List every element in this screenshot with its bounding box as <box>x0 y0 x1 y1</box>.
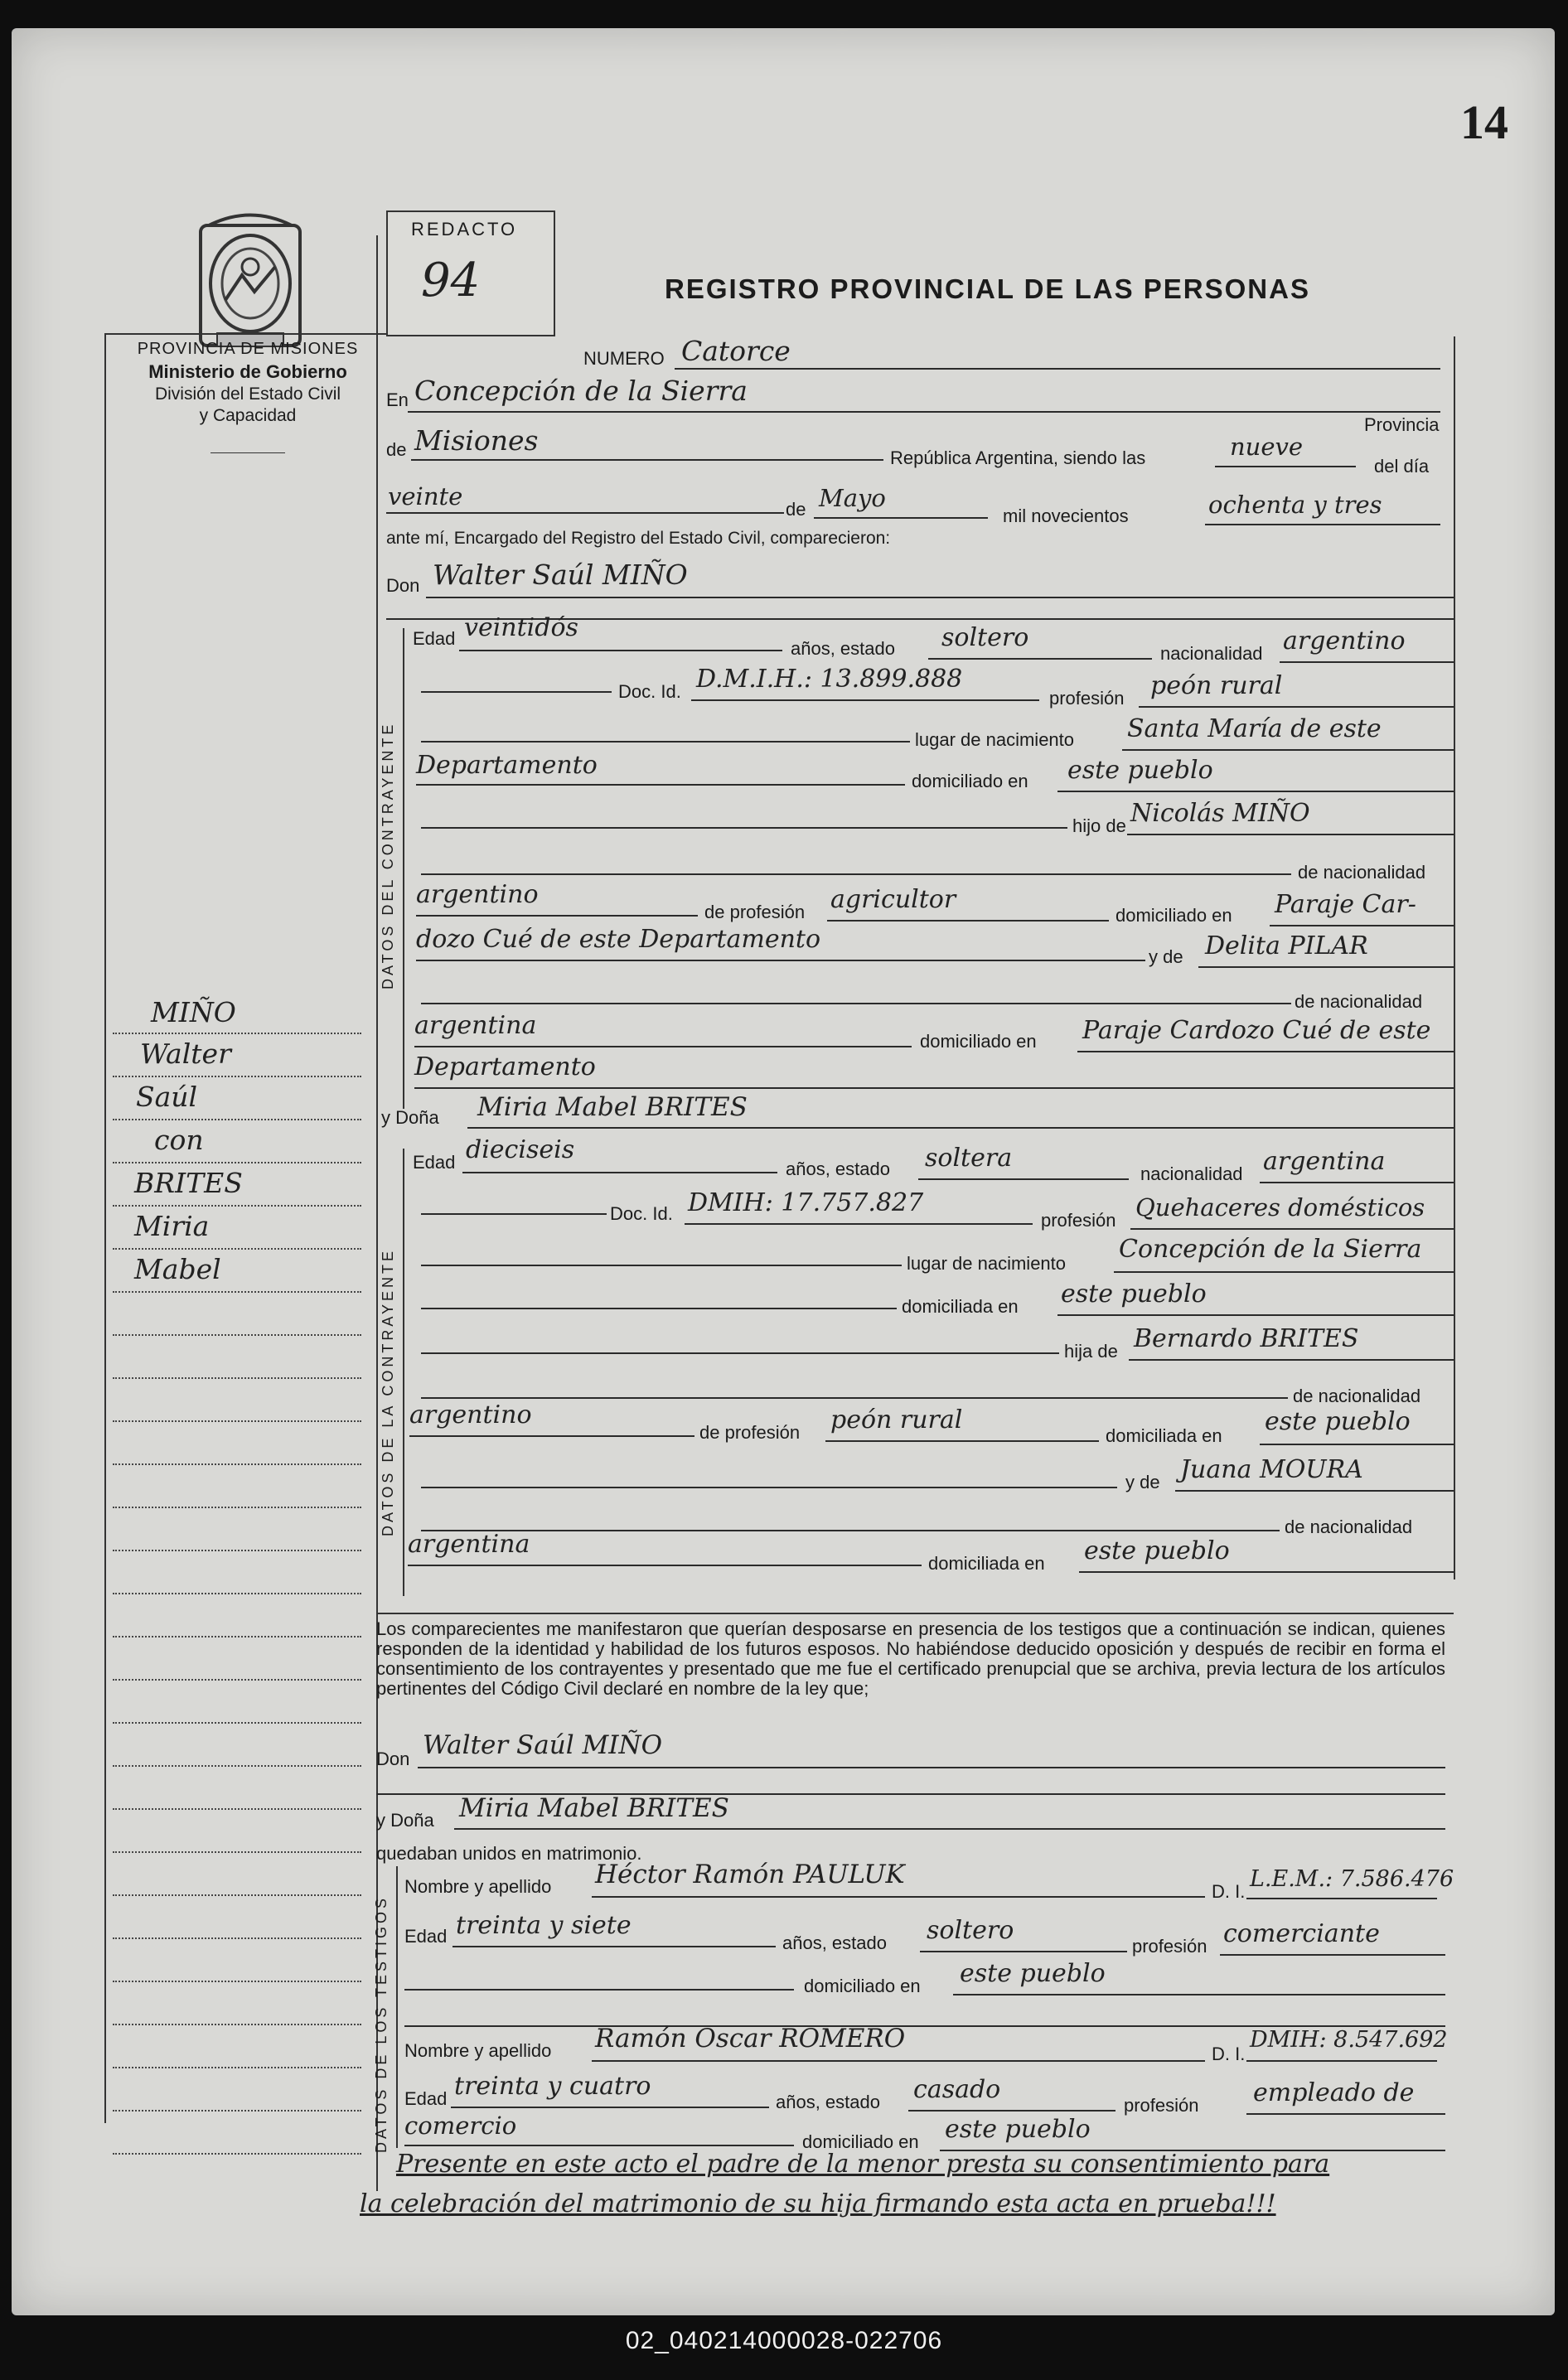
bride-dona-line <box>467 1127 1454 1129</box>
groom-prof-line <box>1139 706 1454 708</box>
form-right-border <box>1454 336 1455 1579</box>
provincial-seal-icon <box>192 209 308 358</box>
w2-estado-line <box>908 2110 1116 2112</box>
groom-padre-dom-line <box>1270 925 1454 926</box>
en-line <box>408 411 1440 413</box>
bride-padre-dom-line <box>1260 1444 1454 1445</box>
bride-prof-line <box>1130 1228 1454 1230</box>
bride-hija-pre-line <box>421 1352 1059 1354</box>
groom-bracket <box>403 628 404 1109</box>
bride-doc-line <box>685 1223 1033 1225</box>
w1-prof-value: comerciante <box>1223 1919 1380 1948</box>
margin-name-3: Saúl <box>136 1081 198 1113</box>
provincia-label: Provincia <box>1364 414 1440 435</box>
bride-lugar-label: lugar de nacimiento <box>907 1253 1067 1274</box>
groom-madre-nac-label: de nacionalidad <box>1295 991 1423 1012</box>
w2-dom-label: domiciliado en <box>802 2131 919 2152</box>
en-value: Concepción de la Sierra <box>414 375 748 407</box>
mes-line <box>814 517 988 519</box>
bride-padre-dom-label: domiciliada en <box>1106 1425 1222 1446</box>
groom-madre-value: Delita PILAR <box>1205 931 1368 960</box>
don-line <box>426 597 1454 598</box>
groom-edad-value: veintidós <box>464 613 578 642</box>
bride-madre-dom: este pueblo <box>1084 1536 1230 1565</box>
w2-edad-line <box>451 2107 769 2108</box>
margin-ruled-line <box>113 1205 361 1207</box>
bride-lugar-pre-line <box>421 1265 902 1266</box>
bride-padre-line-2 <box>421 1397 1288 1399</box>
ante-text: ante mí, Encargado del Registro del Estado Civil, comparecieron: <box>386 529 891 548</box>
margin-ruled-line <box>113 1076 361 1077</box>
numero-value: Catorce <box>681 335 791 367</box>
groom-lugar-pre-line <box>421 741 910 743</box>
margin-ruled-line <box>113 1722 361 1724</box>
margin-ruled-line <box>113 1119 361 1120</box>
bride-dom-label: domiciliada en <box>902 1296 1019 1317</box>
bride-madre-nac: argentina <box>408 1530 530 1559</box>
groom-madre-dom-2: Departamento <box>414 1052 596 1081</box>
redacto-box <box>386 210 555 336</box>
w1-dom-line <box>953 1994 1445 1995</box>
groom-padre-prof: agricultor <box>830 885 956 914</box>
bride-padre-nac-line <box>409 1435 694 1437</box>
register-title: REGISTRO PROVINCIAL DE LAS PERSONAS <box>665 273 1310 304</box>
w1-nombre-value: Héctor Ramón PAULUK <box>595 1860 905 1889</box>
groom-doc-pre-line <box>421 691 612 693</box>
decl-dona-line <box>454 1828 1445 1830</box>
groom-lugar-label: lugar de nacimiento <box>915 729 1075 750</box>
bride-doc-value: DMIH: 17.757.827 <box>688 1188 924 1217</box>
bride-prof-label: profesión <box>1041 1210 1116 1231</box>
hora-line <box>1215 466 1356 467</box>
w1-dom-label: domiciliado en <box>804 1976 921 1996</box>
groom-madre-line-2 <box>421 1003 1291 1004</box>
margin-ruled-line <box>113 1507 361 1508</box>
w2-prof-value: empleado de <box>1253 2078 1415 2107</box>
groom-nac-value: argentino <box>1283 626 1406 655</box>
bride-padre-line <box>1129 1359 1454 1361</box>
bride-lugar-value: Concepción de la Sierra <box>1119 1235 1422 1264</box>
w2-edad-value: treinta y cuatro <box>454 2072 651 2101</box>
office-line-2: Ministerio de Gobierno <box>148 361 347 382</box>
margin-name-6: Miria <box>134 1210 210 1242</box>
margin-ruled-line <box>113 2067 361 2068</box>
w2-nombre-label: Nombre y apellido <box>404 2040 552 2061</box>
groom-edad-label: Edad <box>413 628 456 649</box>
bride-y-de-label: y de <box>1125 1472 1160 1492</box>
bride-madre-value: Juana MOURA <box>1180 1455 1363 1484</box>
groom-prof-value: peón rural <box>1150 671 1283 700</box>
w1-nombre-label: Nombre y apellido <box>404 1876 552 1897</box>
bride-padre-prof-line <box>825 1440 1099 1442</box>
bride-edad-line <box>462 1172 777 1173</box>
w2-dom-value: este pueblo <box>945 2115 1091 2144</box>
hora-value: nueve <box>1230 433 1304 461</box>
de-value: Misiones <box>414 424 539 457</box>
w1-dom-pre-line <box>404 1989 794 1991</box>
redacto-label: REDACTO <box>411 219 518 239</box>
groom-padre-line <box>1127 834 1454 835</box>
margin-ruled-line <box>113 1851 361 1853</box>
margin-ruled-line <box>113 1334 361 1336</box>
groom-y-de-label: y de <box>1149 946 1183 967</box>
declaration-text: Los comparecientes me manifestaron que querían desposarse en presencia de los testigos que a continuación se indican, quienes responden de la identidad y habilidad de los futuros esposos. No habiéndose deducido oposición y después de recibir en forma el consentimiento de los contrayentes y presentado que me fue el certificado prenupcial que se archiva, previa lectura de los artículos pertinentes del Código Civil declaré en nombre de la ley que; <box>376 1618 1445 1699</box>
margin-ruled-line <box>113 1291 361 1293</box>
bride-section-label: DATOS DE LA CONTRAYENTE <box>380 1247 396 1536</box>
groom-nac-line <box>1280 661 1454 663</box>
groom-madre-dom-line-2 <box>414 1087 1454 1089</box>
margin-ruled-line <box>113 2110 361 2112</box>
groom-section-label: DATOS DEL CONTRAYENTE <box>380 721 396 989</box>
dia-line <box>386 512 784 514</box>
groom-hijo-pre-line <box>421 827 1067 829</box>
groom-padre-dom: Paraje Car- <box>1275 890 1416 919</box>
groom-madre-dom-line <box>1077 1051 1454 1052</box>
decl-don-label: Don <box>376 1749 410 1769</box>
bride-nac-label: nacionalidad <box>1140 1163 1243 1184</box>
bride-de-nac-label: de nacionalidad <box>1293 1386 1421 1406</box>
w1-anios-label: años, estado <box>782 1933 887 1953</box>
bride-padre-nac: argentino <box>409 1400 532 1429</box>
w1-dom-value: este pueblo <box>960 1959 1106 1988</box>
w2-prof-label: profesión <box>1124 2095 1199 2116</box>
margin-top-border <box>104 333 386 335</box>
witness-bracket <box>396 1866 398 2148</box>
groom-padre-value: Nicolás MIÑO <box>1130 799 1310 828</box>
margin-ruled-line <box>113 2153 361 2155</box>
del-dia-label: del día <box>1374 456 1430 476</box>
bride-prof-value: Quehaceres domésticos <box>1135 1193 1425 1221</box>
w1-prof-line <box>1220 1954 1445 1956</box>
groom-lugar-value-2: Departamento <box>416 751 598 780</box>
bride-bracket <box>403 1149 404 1596</box>
w2-di-line <box>1246 2060 1437 2062</box>
groom-dom-value: este pueblo <box>1067 756 1213 785</box>
groom-doc-line <box>691 699 1039 701</box>
decl-dona-label: y Doña <box>376 1810 434 1831</box>
don-value: Walter Saúl MIÑO <box>433 559 688 591</box>
groom-lugar-value: Santa María de este <box>1127 714 1382 743</box>
bride-nac-value: argentina <box>1263 1147 1386 1176</box>
bride-padre-value: Bernardo BRITES <box>1134 1324 1359 1353</box>
w1-edad-line <box>452 1946 776 1947</box>
de-label: de <box>386 439 407 460</box>
margin-ruled-line <box>113 1033 361 1034</box>
dia-value: veinte <box>388 482 463 510</box>
groom-estado-value: soltero <box>941 623 1029 652</box>
w2-edad-label: Edad <box>404 2088 448 2109</box>
w2-prof-line-2 <box>404 2145 794 2146</box>
groom-padre-nac-line <box>416 915 698 917</box>
margin-ruled-line <box>113 1593 361 1594</box>
groom-anios-label: años, estado <box>791 638 895 659</box>
groom-hijo-label: hijo de <box>1072 815 1126 836</box>
w2-nombre-value: Ramón Oscar ROMERO <box>595 2024 906 2053</box>
bride-dom-line <box>1057 1314 1454 1316</box>
groom-padre-dom-line-2 <box>416 960 1145 961</box>
margin-ruled-line <box>113 1248 361 1250</box>
bride-edad-value: dieciseis <box>466 1135 575 1164</box>
bride-padre-dom: este pueblo <box>1265 1407 1411 1436</box>
bride-madre-line <box>1175 1490 1454 1492</box>
groom-madre-nac: argentina <box>414 1011 537 1040</box>
groom-nac-label: nacionalidad <box>1160 643 1263 664</box>
anio-label: mil novecientos <box>1003 506 1129 526</box>
margin-name-4: con <box>154 1124 204 1156</box>
w2-anios-label: años, estado <box>776 2092 880 2112</box>
don-label: Don <box>386 575 420 596</box>
office-divider <box>211 452 285 453</box>
bride-padre-prof: peón rural <box>830 1405 963 1434</box>
groom-padre-prof-line <box>827 920 1109 922</box>
bride-dom-value: este pueblo <box>1061 1279 1207 1309</box>
numero-line <box>675 368 1440 370</box>
groom-padre-line-2 <box>421 873 1291 875</box>
republica-label: República Argentina, siendo las <box>890 447 1146 468</box>
groom-de-nac-label: de nacionalidad <box>1298 862 1426 883</box>
redacto-mark: 94 <box>421 254 481 307</box>
bride-anios-label: años, estado <box>786 1159 890 1179</box>
groom-madre-line <box>1198 966 1454 968</box>
de-line <box>411 459 883 461</box>
image-identifier: 02_040214000028-022706 <box>625 2327 943 2354</box>
groom-doc-value: D.M.I.H.: 13.899.888 <box>696 665 963 694</box>
margin-ruled-line <box>113 1937 361 1939</box>
groom-lugar-line-2 <box>416 784 905 786</box>
w1-edad-label: Edad <box>404 1926 448 1947</box>
w1-di-label: D. I. <box>1212 1881 1246 1902</box>
bride-estado-line <box>918 1178 1129 1180</box>
decl-don-line <box>418 1767 1445 1768</box>
margin-ruled-line <box>113 1679 361 1681</box>
margin-ruled-line <box>113 1463 361 1465</box>
w2-estado-value: casado <box>913 2075 1001 2104</box>
bride-dom-pre-line <box>421 1308 897 1309</box>
w2-di-value: DMIH: 8.547.692 <box>1250 2027 1448 2053</box>
bride-madre-nac-line <box>408 1565 922 1566</box>
bride-nac-line <box>1260 1182 1454 1183</box>
margin-left-border <box>104 333 106 2123</box>
groom-prof-label: profesión <box>1049 688 1125 709</box>
mes-label: de <box>786 499 806 520</box>
groom-doc-label: Doc. Id. <box>618 681 681 702</box>
decl-dona-value: Miria Mabel BRITES <box>459 1793 729 1823</box>
margin-ruled-line <box>113 1550 361 1551</box>
w1-di-value: L.E.M.: 7.586.476 <box>1250 1866 1454 1892</box>
bride-estado-value: soltera <box>925 1144 1013 1173</box>
office-line-4: y Capacidad <box>199 406 297 425</box>
groom-padre-dom-2: dozo Cué de este Departamento <box>416 925 821 954</box>
page-number: 14 <box>1460 95 1508 149</box>
margin-ruled-line <box>113 1808 361 1810</box>
decl-unidos: quedaban unidos en matrimonio. <box>376 1843 642 1864</box>
anio-line <box>1205 524 1440 525</box>
groom-estado-line <box>928 658 1152 660</box>
w1-edad-value: treinta y siete <box>456 1911 632 1940</box>
groom-madre-nac-line <box>414 1046 912 1047</box>
margin-ruled-line <box>113 1420 361 1422</box>
bride-doc-label: Doc. Id. <box>610 1203 673 1224</box>
margin-ruled-line <box>113 1377 361 1379</box>
bride-madre-dom-line <box>1079 1571 1454 1573</box>
margin-ruled-line <box>113 1162 361 1163</box>
bride-doc-pre-line <box>421 1213 607 1215</box>
bride-edad-label: Edad <box>413 1152 456 1173</box>
w2-nombre-line <box>592 2060 1205 2062</box>
bride-dona-value: Miria Mabel BRITES <box>477 1092 748 1122</box>
groom-dom-line <box>1057 791 1454 792</box>
w2-prof-value-2: comercio <box>404 2112 517 2140</box>
w1-nombre-line <box>592 1896 1205 1898</box>
w1-estado-line <box>920 1951 1127 1952</box>
bride-lugar-line <box>1114 1271 1454 1273</box>
margin-ruled-line <box>113 1765 361 1767</box>
groom-madre-dom-label: domiciliado en <box>920 1031 1037 1052</box>
bride-y-de-pre-line <box>421 1487 1117 1488</box>
groom-edad-line <box>459 650 782 651</box>
decl-don-value: Walter Saúl MIÑO <box>423 1730 663 1760</box>
mes-value: Mayo <box>819 484 886 512</box>
margin-ruled-line <box>113 2024 361 2025</box>
note-line-2: la celebración del matrimonio de su hija firmando esta acta en prueba!!! <box>360 2189 1276 2218</box>
bride-madre-dom-label: domiciliada en <box>928 1553 1045 1574</box>
margin-name-1: MIÑO <box>151 996 236 1028</box>
w1-di-line <box>1246 1898 1437 1899</box>
office-line-3: División del Estado Civil <box>154 385 341 404</box>
groom-lugar-line <box>1122 749 1454 751</box>
margin-name-5: BRITES <box>134 1167 243 1199</box>
bride-de-prof-label: de profesión <box>699 1422 801 1443</box>
w2-di-label: D. I. <box>1212 2044 1246 2064</box>
anio-value: ochenta y tres <box>1208 491 1382 519</box>
margin-ruled-line <box>113 1981 361 1982</box>
groom-padre-nac: argentino <box>416 880 539 909</box>
w1-estado-value: soltero <box>927 1916 1014 1945</box>
note-line-1: Presente en este acto el padre de la menor presta su consentimiento para <box>396 2150 1330 2179</box>
w2-prof-line <box>1246 2113 1445 2115</box>
witness-section-label: DATOS DE LOS TESTIGOS <box>373 1894 390 2153</box>
bride-madre-nac-label: de nacionalidad <box>1285 1517 1413 1537</box>
groom-de-prof-label: de profesión <box>704 902 806 922</box>
register-page <box>12 28 1555 2315</box>
margin-ruled-line <box>113 1636 361 1637</box>
numero-label: NUMERO <box>583 348 665 369</box>
groom-padre-dom-label: domiciliado en <box>1116 905 1232 926</box>
margin-name-7: Mabel <box>134 1253 221 1285</box>
margin-ruled-line <box>113 1894 361 1896</box>
bride-dona-label: y Doña <box>381 1107 439 1128</box>
groom-madre-dom: Paraje Cardozo Cué de este <box>1082 1016 1431 1045</box>
w1-prof-label: profesión <box>1132 1936 1207 1957</box>
groom-dom-label: domiciliado en <box>912 771 1028 791</box>
bride-hija-label: hija de <box>1064 1341 1118 1362</box>
en-label: En <box>386 389 409 410</box>
declaration-divider <box>376 1613 1454 1614</box>
office-line-1: PROVINCIA DE MISIONES <box>137 340 359 358</box>
margin-name-2: Walter <box>140 1038 231 1070</box>
bride-madre-line-2 <box>421 1530 1280 1531</box>
